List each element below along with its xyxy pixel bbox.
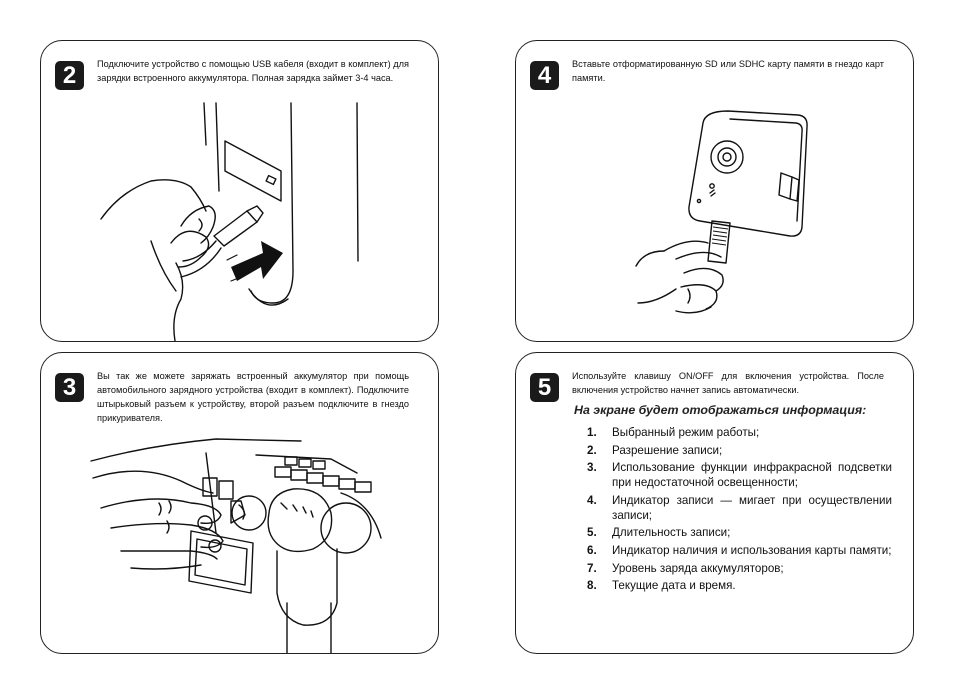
list-item [574, 543, 892, 558]
step-3-panel [40, 352, 439, 654]
step-4-panel [515, 40, 914, 342]
list-item [574, 578, 892, 593]
list-item-number: 4. [587, 493, 597, 507]
step-5-panel [515, 352, 914, 654]
list-item [574, 561, 892, 576]
list-item-text: Текущие дата и время. [612, 579, 736, 593]
list-item-text: Выбранный режим работы; [612, 426, 760, 439]
step-2-panel [40, 40, 439, 342]
list-item-text: Индикатор записи — мигает при осуществлении записи; [612, 493, 892, 522]
usb-charging-illustration [41, 41, 439, 342]
step-4-description: Вставьте отформатированную SD или SDHC карту памяти в гнездо карт памяти. [572, 59, 884, 83]
step-number-badge: 5 [530, 373, 559, 402]
insert-arrow-icon [231, 241, 283, 281]
list-item-text: Использование функции инфракрасной подсветки при недостаточной освещенности; [612, 461, 892, 490]
sd-card-insertion-illustration [516, 41, 914, 342]
list-item-text: Уровень заряда аккумуляторов; [612, 561, 784, 575]
list-item [574, 425, 892, 440]
screen-info-heading: На экране будет отображаться информация: [574, 403, 867, 417]
step-2-description: Подключите устройство с помощью USB кабеля (входит в комплект) для зарядки встроенного аккумулятора. Полная зарядка займет 3-4 часа. [97, 59, 409, 83]
list-item [574, 443, 892, 458]
list-item-number: 2. [587, 443, 597, 457]
step-number-badge: 2 [55, 61, 84, 90]
list-item-text: Длительность записи; [612, 526, 731, 540]
list-item-number: 3. [587, 461, 597, 475]
list-item-number: 8. [587, 579, 597, 593]
screen-info-list [574, 425, 892, 596]
step-3-description: Вы так же можете заряжать встроенный аккумулятор при помощь автомобильного зарядного устройства (входит в комплект). Подключите штырьковый разъем к устройству, второй разъем подключите в гнездо прикуривателя. [97, 371, 409, 423]
list-item [574, 460, 892, 490]
step-number-badge: 3 [55, 373, 84, 402]
list-item-text: Индикатор наличия и использования карты памяти; [612, 543, 892, 557]
step-5-description: Используйте клавишу ON/OFF для включения устройства. После включения устройство начнет запись автоматически. [572, 371, 884, 395]
list-item [574, 525, 892, 540]
list-item-number: 5. [587, 526, 597, 540]
list-item [574, 493, 892, 523]
list-item-number: 6. [587, 543, 597, 557]
step-number-badge: 4 [530, 61, 559, 90]
list-item-text: Разрешение записи; [612, 443, 723, 457]
list-item-number: 1. [587, 426, 597, 439]
list-item-number: 7. [587, 561, 597, 575]
